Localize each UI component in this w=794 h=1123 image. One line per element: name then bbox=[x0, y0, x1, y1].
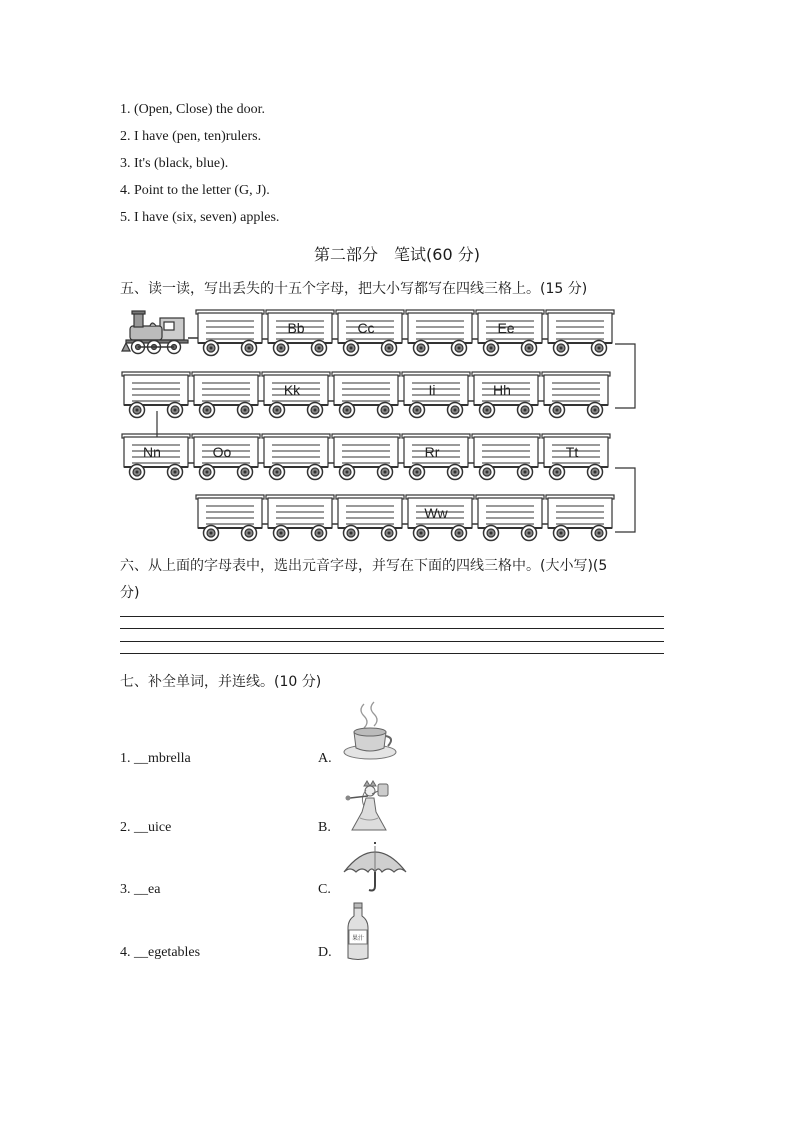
train-car-letter: Ii bbox=[428, 382, 436, 398]
bottle-label: 果汁 bbox=[351, 935, 365, 942]
train-car-letter: Hh bbox=[493, 382, 511, 398]
train-car bbox=[336, 495, 404, 541]
train-car bbox=[546, 495, 614, 541]
teacup-icon bbox=[342, 700, 400, 762]
train-car bbox=[332, 372, 400, 418]
word-item-1: 1. __mbrella bbox=[120, 751, 191, 766]
train-car-letter: Oo bbox=[212, 444, 232, 460]
train-car bbox=[262, 372, 330, 418]
locomotive-icon bbox=[122, 311, 198, 354]
option-b-label: B. bbox=[318, 820, 331, 835]
option-a-label: A. bbox=[318, 751, 332, 766]
option-d-label: D. bbox=[318, 945, 332, 960]
train-car bbox=[406, 495, 474, 541]
word-item-4: 4. __egetables bbox=[120, 945, 201, 960]
sentence-3: 3. It's (black, blue). bbox=[120, 156, 229, 171]
word-item-2: 2. __uice bbox=[120, 820, 172, 835]
train-car-letter: Cc bbox=[357, 320, 375, 336]
train-car-letter: Bb bbox=[287, 320, 305, 336]
train-car bbox=[546, 310, 614, 356]
train-car bbox=[122, 372, 190, 418]
train-car bbox=[196, 310, 264, 356]
umbrella-icon bbox=[342, 842, 408, 894]
train-car bbox=[402, 372, 470, 418]
sentence-1: 1. (Open, Close) the door. bbox=[120, 102, 266, 117]
section6-title-line1: 六、从上面的字母表中，选出元音字母，并写在下面的四线三格中。(大小写)(5 bbox=[120, 558, 608, 574]
writing-line-3[interactable] bbox=[120, 641, 664, 642]
train-car bbox=[192, 434, 260, 480]
train-car bbox=[406, 310, 474, 356]
train-car bbox=[542, 372, 610, 418]
princess-icon bbox=[342, 778, 394, 834]
train-car bbox=[192, 372, 260, 418]
train-car-letter: Ee bbox=[497, 320, 515, 336]
sentence-2: 2. I have (pen, ten)rulers. bbox=[120, 129, 262, 144]
train-car bbox=[542, 434, 610, 480]
train-car bbox=[196, 495, 264, 541]
section5-title: 五、读一读，写出丢失的十五个字母，把大小写都写在四线三格上。(15 分) bbox=[120, 281, 588, 297]
train-car bbox=[332, 434, 400, 480]
train-car-letter: Ww bbox=[424, 505, 448, 521]
train-car-letter: Tt bbox=[565, 444, 579, 460]
train-car bbox=[336, 310, 404, 356]
train-car bbox=[476, 310, 544, 356]
sentence-4: 4. Point to the letter (G, J). bbox=[120, 183, 270, 198]
train-car-letter: Rr bbox=[424, 444, 440, 460]
section6-title-line2: 分) bbox=[120, 585, 140, 601]
train-car bbox=[122, 434, 190, 480]
writing-line-2[interactable] bbox=[120, 628, 664, 629]
train-car bbox=[476, 495, 544, 541]
juice-bottle-icon bbox=[344, 902, 372, 962]
train-car-letter: Kk bbox=[283, 382, 301, 398]
train-car bbox=[402, 434, 470, 480]
train-car bbox=[472, 434, 540, 480]
sentence-5: 5. I have (six, seven) apples. bbox=[120, 210, 280, 225]
writing-line-1[interactable] bbox=[120, 616, 664, 617]
option-c-label: C. bbox=[318, 882, 331, 897]
word-item-3: 3. __ea bbox=[120, 882, 161, 897]
train-car bbox=[262, 434, 330, 480]
train-car-letter: Nn bbox=[143, 444, 161, 460]
train-car bbox=[266, 310, 334, 356]
train-car bbox=[472, 372, 540, 418]
part-title: 第二部分 笔试(60 分) bbox=[314, 245, 480, 264]
train-car bbox=[266, 495, 334, 541]
writing-line-4[interactable] bbox=[120, 653, 664, 654]
section7-title: 七、补全单词，并连线。(10 分) bbox=[120, 674, 322, 690]
